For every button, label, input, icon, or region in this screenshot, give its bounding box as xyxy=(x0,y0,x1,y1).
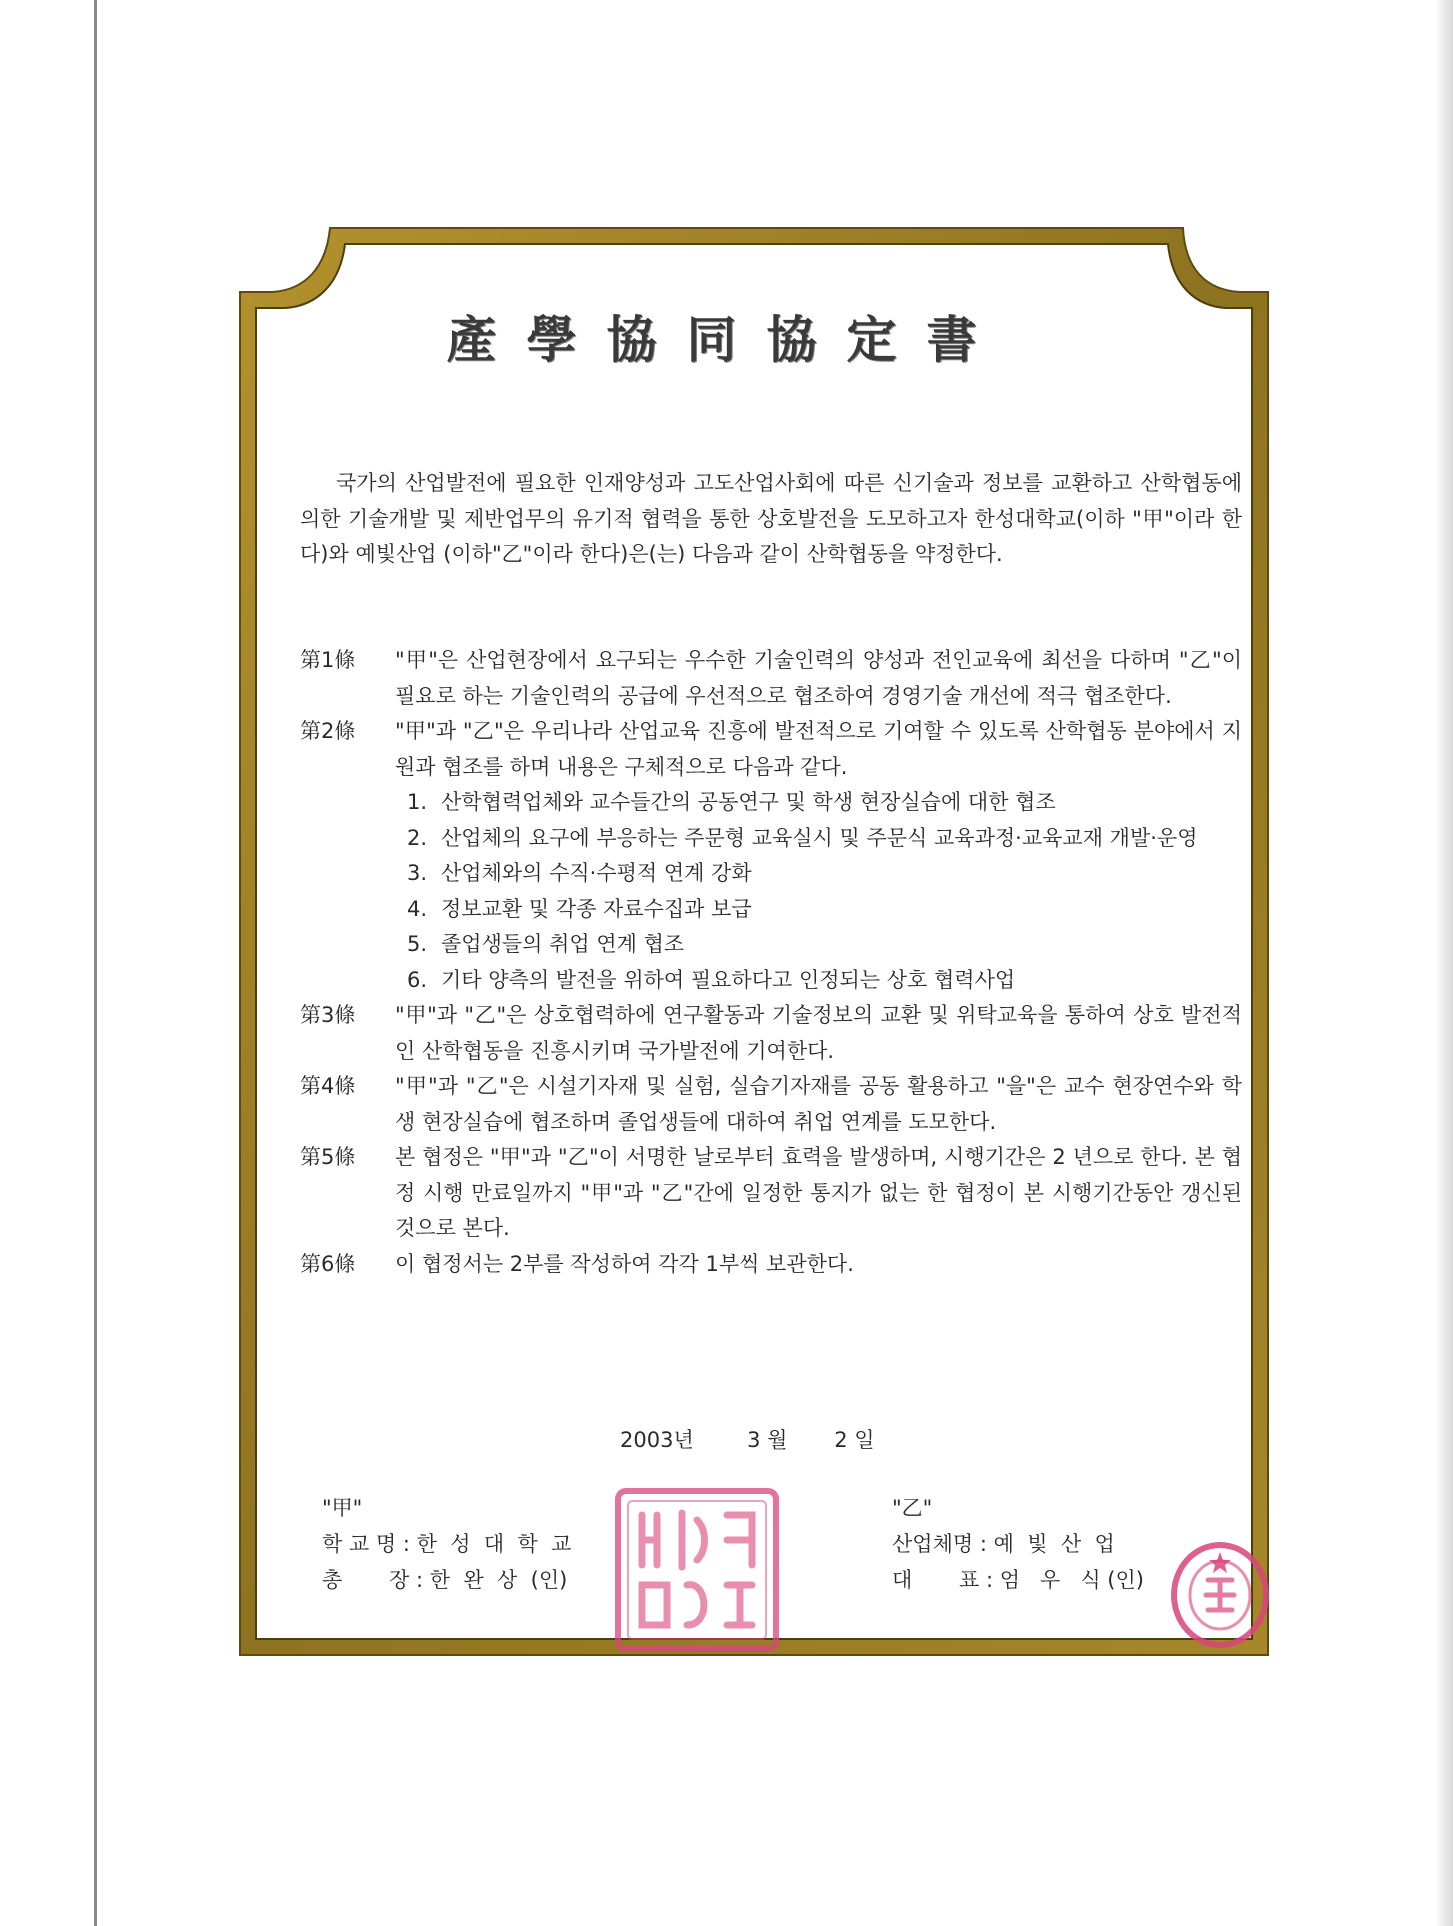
list-item: 2. 산업체의 요구에 부응하는 주문형 교육실시 및 주문식 교육과정·교육교재 개발·운영 xyxy=(407,825,1198,850)
party-b-label: "乙" xyxy=(892,1496,933,1520)
list-item: 6. 기타 양측의 발전을 위하여 필요하다고 인정되는 상호 협력사업 xyxy=(407,967,1016,992)
article-number: 第6條 xyxy=(300,1251,356,1276)
article-number: 第5條 xyxy=(300,1145,356,1169)
list-item: 4. 정보교환 및 각종 자료수집과 보급 xyxy=(407,896,752,921)
company-seal-stamp xyxy=(1168,1540,1272,1650)
article-text: "甲"은 산업현장에서 요구되는 우수한 기술인력의 양성과 전인교육에 최선을 다하며 "乙"이 필요로 하는 기술인력의 공급에 우선적으로 협조하여 경영기술 개선에 적극 협조한다. xyxy=(395,648,1242,708)
party-a-label: "甲" xyxy=(322,1496,363,1520)
article-number: 第2條 xyxy=(300,719,356,743)
list-item: 5. 졸업생들의 취업 연계 협조 xyxy=(407,932,685,956)
article-1 xyxy=(300,643,1242,714)
signing-date xyxy=(620,1424,875,1454)
article-text: "甲"과 "乙"은 우리나라 산업교육 진흥에 발전적으로 기여할 수 있도록 산학협동 분야에서 지원과 협조를 하며 내용은 구체적으로 다음과 같다. xyxy=(395,719,1242,779)
intro-paragraph: 국가의 산업발전에 필요한 인재양성과 고도산업사회에 따른 신기술과 정보를 교환하고 산학협동에 의한 기술개발 및 제반업무의 유기적 협력을 통한 상호발전을 도모하고자 한성대학교(이하 "甲"이라 한다)와 예빛산업 (이하"乙"이라 한다)은(는) 다음과 같이 산학협동을 약정한다. xyxy=(300,471,1242,566)
date-month: 3 월 xyxy=(747,1428,788,1452)
document-title: 產學協同協定書 xyxy=(446,310,1007,369)
university-seal-stamp xyxy=(612,1485,782,1655)
article-5 xyxy=(300,1140,1242,1247)
party-b-company-name: 산업체명 : 예 빛 산 업 xyxy=(892,1532,1115,1556)
article-3 xyxy=(300,998,1242,1069)
article-4 xyxy=(300,1069,1242,1140)
party-b-representative: 대 표 : 엄 우 식 (인) xyxy=(892,1568,1144,1592)
article-6 xyxy=(300,1247,1242,1283)
article-text: 본 협정은 "甲"과 "乙"이 서명한 날로부터 효력을 발생하며, 시행기간은 2 년으로 한다. 본 협정 시행 만료일까지 "甲"과 "乙"간에 일정한 통지가 없는 한 협정이 본 시행기간동안 갱신된 것으로 본다. xyxy=(395,1145,1242,1240)
article-number: 第4條 xyxy=(300,1074,356,1098)
article-2 xyxy=(300,714,1242,998)
article-2-items xyxy=(395,785,1242,998)
article-text: "甲"과 "乙"은 시설기자재 및 실험, 실습기자재를 공동 활용하고 "을"은 교수 현장연수와 학생 현장실습에 협조하며 졸업생들에 대하여 취업 연계를 도모한다. xyxy=(395,1074,1242,1134)
article-text: 이 협정서는 2부를 작성하여 각각 1부씩 보관한다. xyxy=(395,1251,854,1276)
party-a-block xyxy=(322,1490,571,1598)
list-item: 3. 산업체와의 수직·수평적 연계 강화 xyxy=(407,861,752,885)
article-number: 第1條 xyxy=(300,648,356,672)
party-a-president: 총 장 : 한 완 상 (인) xyxy=(322,1568,568,1592)
date-day: 2 일 xyxy=(834,1428,875,1452)
articles-section xyxy=(300,643,1242,1282)
party-b-block xyxy=(892,1490,1144,1598)
date-year: 2003년 xyxy=(620,1428,694,1452)
party-a-school-name: 학 교 명 : 한 성 대 학 교 xyxy=(322,1532,572,1556)
list-item: 1. 산학협력업체와 교수들간의 공동연구 및 학생 현장실습에 대한 협조 xyxy=(407,790,1056,814)
article-text: "甲"과 "乙"은 상호협력하에 연구활동과 기술정보의 교환 및 위탁교육을 통하여 상호 발전적인 산학협동을 진흥시키며 국가발전에 기여한다. xyxy=(395,1003,1242,1063)
article-number: 第3條 xyxy=(300,1003,356,1027)
